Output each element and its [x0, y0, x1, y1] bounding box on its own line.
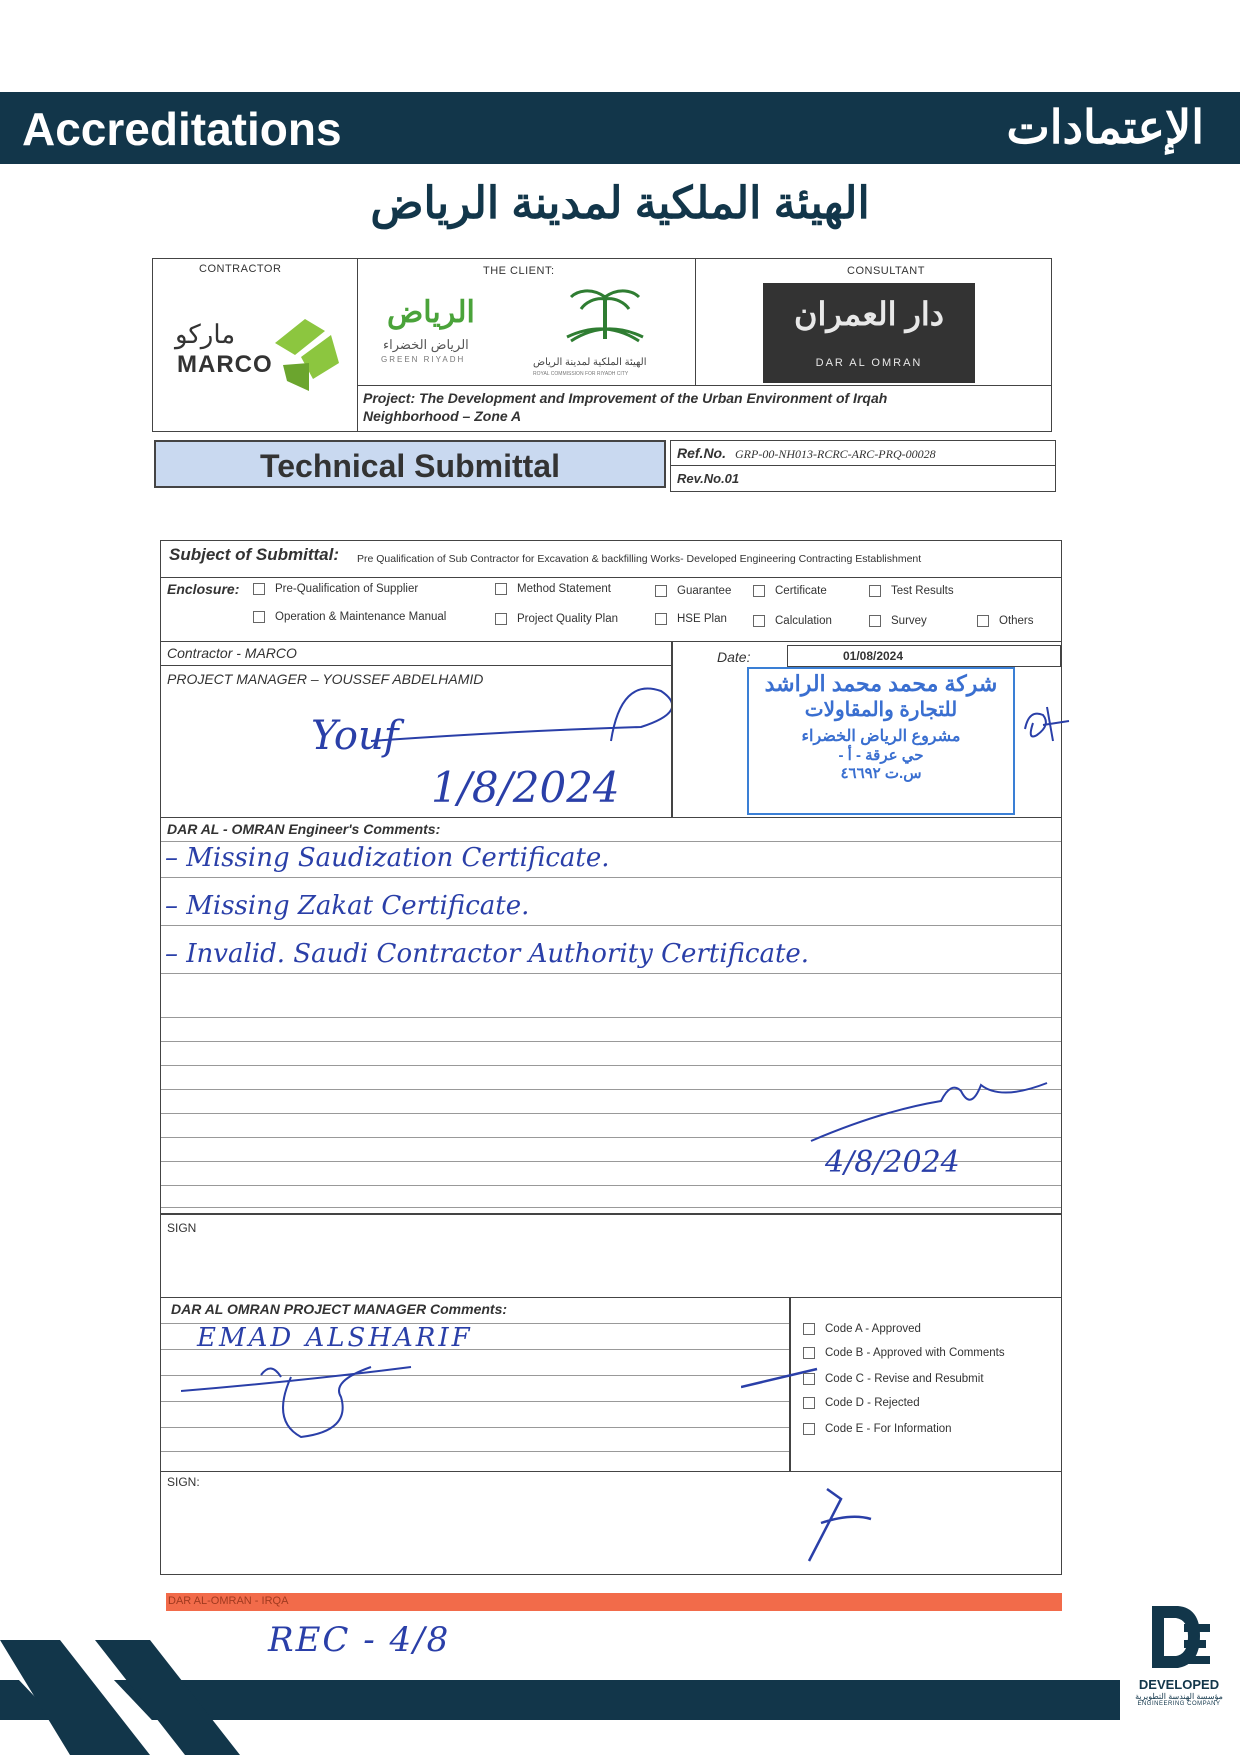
enclosure-certificate[interactable]: Certificate — [753, 585, 827, 597]
project-line-1: Project: The Development and Improvement of the Urban Environment of Irqah — [363, 390, 888, 406]
date-field[interactable]: 01/08/2024 — [787, 645, 1061, 667]
enclosure-guarantee[interactable]: Guarantee — [655, 585, 731, 597]
contractor-label: CONTRACTOR — [199, 263, 282, 275]
client-label: THE CLIENT: — [483, 265, 555, 277]
enclosure-hse-plan[interactable]: HSE Plan — [655, 613, 727, 625]
green-riyadh-en: GREEN RIYADH — [381, 355, 466, 364]
enclosure-prequalification[interactable]: Pre-Qualification of Supplier — [253, 583, 418, 595]
code-e-for-information[interactable]: Code E - For Information — [803, 1423, 952, 1435]
date-label: Date: — [717, 649, 751, 665]
developed-sub: ENGINEERING COMPANY — [1137, 1701, 1221, 1707]
marco-logo-ar: ماركو — [175, 319, 236, 349]
engineer-comment-3: – Invalid. Saudi Contractor Authority Certificate. — [165, 939, 810, 969]
ref-no-value: GRP-00-NH013-RCRC-ARC-PRQ-00028 — [735, 447, 936, 461]
pm-manager-signature — [181, 1351, 441, 1441]
sign-label-2: SIGN: — [167, 1475, 200, 1489]
footer-decoration — [0, 1640, 1240, 1755]
initials-mark — [1019, 701, 1079, 751]
engineer-comment-2: – Missing Zakat Certificate. — [165, 891, 530, 921]
code-d-rejected[interactable]: Code D - Rejected — [803, 1397, 920, 1409]
ref-box — [670, 440, 1056, 492]
code-a-approved[interactable]: Code A - Approved — [803, 1323, 921, 1335]
ref-no-label: Ref.No. — [677, 445, 726, 461]
technical-submittal-box — [154, 440, 666, 488]
developed-name-ar: مؤسسة الهندسة التطويرية — [1135, 1692, 1223, 1701]
palm-swords-emblem — [557, 285, 653, 347]
dar-band: DAR AL-OMRAN - IRQA — [166, 1593, 1062, 1611]
final-signature — [801, 1479, 881, 1569]
rev-no: Rev.No.01 — [677, 471, 740, 486]
project-line-2: Neighborhood – Zone A — [363, 408, 522, 424]
title-en: Accreditations — [22, 103, 342, 155]
green-riyadh-sub: الرياض الخضراء — [383, 337, 469, 352]
enclosure-label: Enclosure: — [167, 581, 240, 597]
marco-logo-icon — [265, 313, 343, 395]
enclosure-quality-plan[interactable]: Project Quality Plan — [495, 613, 618, 625]
rcrc-logo-en: ROYAL COMMISSION FOR RIYADH CITY — [533, 371, 629, 377]
enclosure-method-statement[interactable]: Method Statement — [495, 583, 611, 595]
submittal-form — [160, 540, 1062, 1575]
project-row — [357, 385, 1051, 432]
enclosure-survey[interactable]: Survey — [869, 615, 927, 627]
contractor-name: Contractor - MARCO — [167, 645, 297, 661]
developed-logo — [1126, 1602, 1232, 1712]
code-b-approved-comments[interactable]: Code B - Approved with Comments — [803, 1347, 1005, 1359]
engineer-comments-label: DAR AL - OMRAN Engineer's Comments: — [167, 821, 441, 837]
pm-comments-label: DAR AL OMRAN PROJECT MANAGER Comments: — [171, 1301, 508, 1317]
company-stamp: شركة محمد محمد الراشد للتجارة والمقاولات مشروع الرياض الخضراء حي عرقة - أ - س.ت ٤٦٦٩٢ — [747, 667, 1015, 815]
authority-title: الهيئة الملكية لمدينة الرياض — [370, 179, 870, 228]
pm-sign-date: 1/8/2024 — [431, 763, 620, 812]
enclosure-others[interactable]: Others — [977, 615, 1034, 627]
technical-submittal-title: Technical Submittal — [260, 448, 560, 484]
code-c-revise-resubmit[interactable]: Code C - Revise and Resubmit — [803, 1373, 984, 1385]
project-manager: PROJECT MANAGER – YOUSSEF ABDELHAMID — [167, 671, 484, 687]
engineer-comment-1: – Missing Saudization Certificate. — [165, 843, 610, 873]
rcrc-logo-ar: الهيئة الملكية لمدينة الرياض — [533, 357, 647, 368]
subject-label: Subject of Submittal: — [169, 545, 339, 564]
engineer-sign-date: 4/8/2024 — [825, 1145, 960, 1180]
developed-logo-icon — [1144, 1602, 1214, 1674]
marco-logo-en: MARCO — [177, 351, 273, 378]
enclosure-om-manual[interactable]: Operation & Maintenance Manual — [253, 611, 446, 623]
dar-logo-ar: دار العمران — [793, 296, 945, 332]
enclosure-test-results[interactable]: Test Results — [869, 585, 954, 597]
pm-signature: Youf — [311, 713, 399, 759]
logo-header — [152, 258, 1052, 432]
green-riyadh-logo: الرياض — [387, 296, 475, 329]
client-column — [357, 259, 696, 385]
developed-name: DEVELOPED — [1138, 1677, 1220, 1692]
received-note: REC - 4/8 — [268, 1620, 451, 1660]
title-ar: الإعتمادات — [1006, 101, 1204, 153]
consultant-column — [695, 259, 1051, 385]
checkbox-prequalification[interactable] — [253, 583, 265, 595]
header-bar — [0, 92, 1240, 164]
contractor-column — [153, 259, 358, 431]
pm-comment-name: EMAD ALSHARIF — [197, 1323, 473, 1353]
dar-logo-en: DAR AL OMRAN — [815, 357, 923, 369]
enclosure-calculation[interactable]: Calculation — [753, 615, 832, 627]
dar-al-omran-logo — [763, 283, 975, 383]
sign-label: SIGN — [167, 1221, 197, 1235]
subject-value: Pre Qualification of Sub Contractor for Excavation & backfilling Works- Developed Engineering Contracting Establishment — [357, 553, 922, 565]
consultant-label: CONSULTANT — [847, 265, 925, 277]
engineer-signature — [801, 1071, 1051, 1151]
